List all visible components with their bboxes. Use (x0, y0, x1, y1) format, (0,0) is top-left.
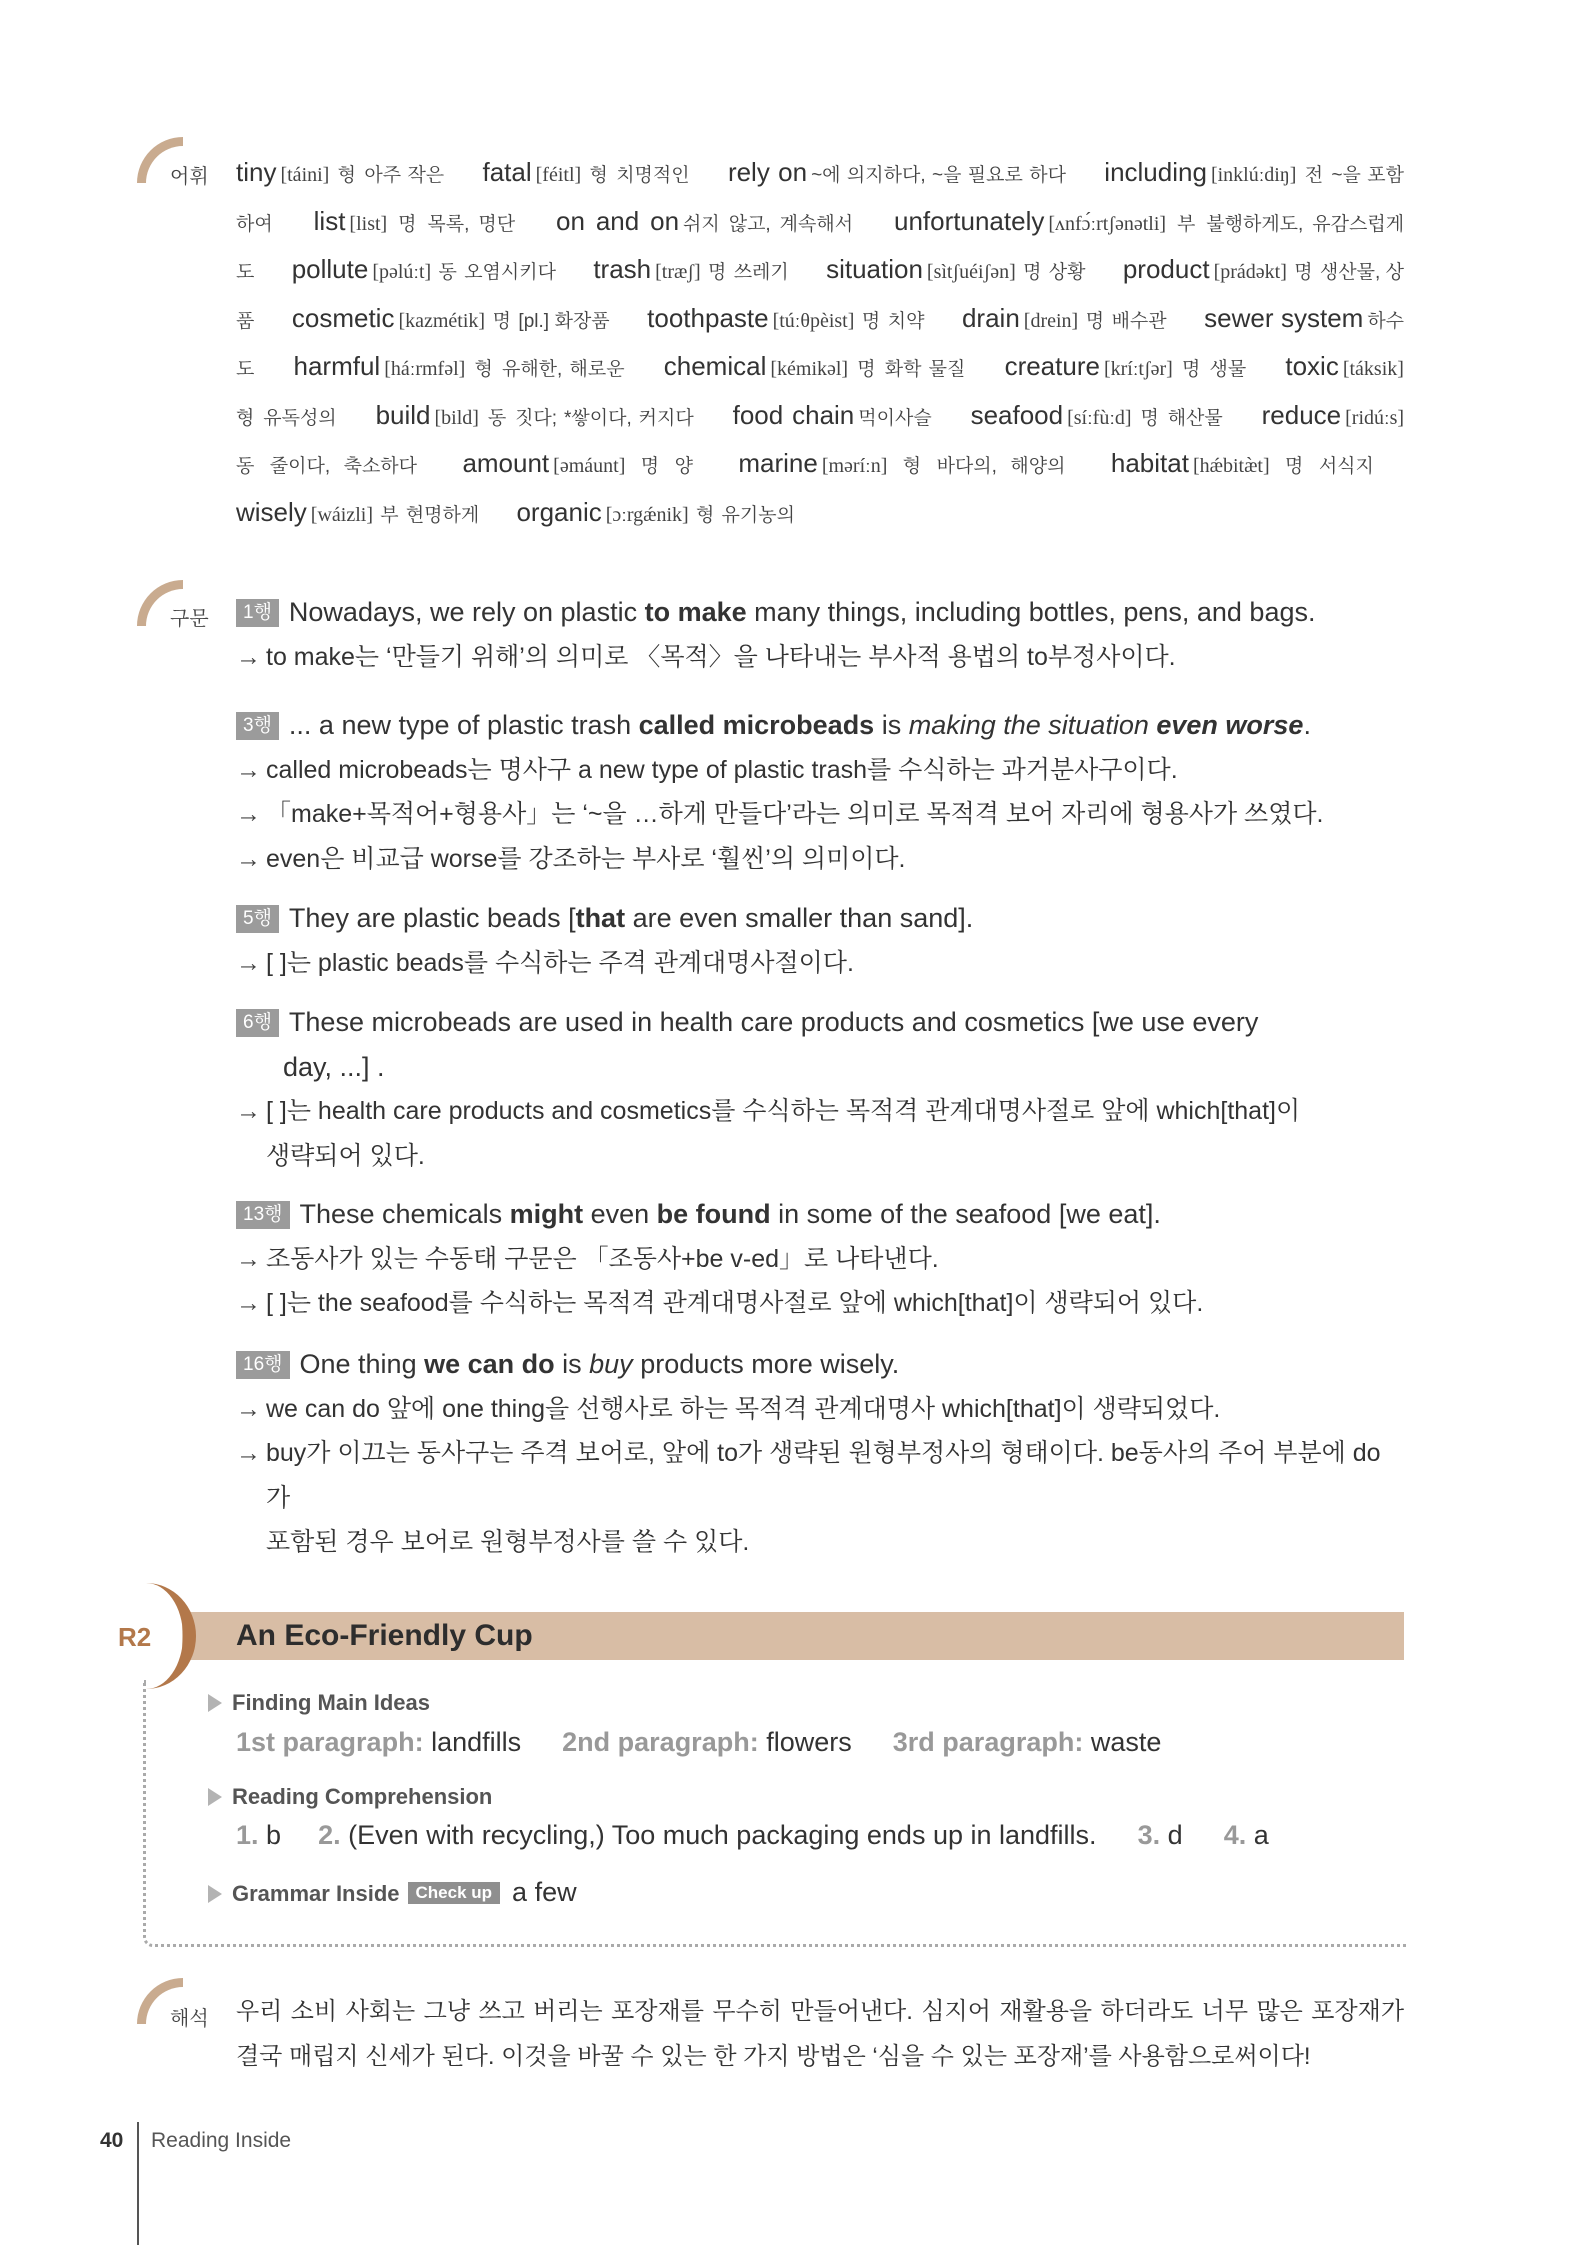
syntax-note: 포함된 경우 보어로 원형부정사를 쓸 수 있다. (266, 1528, 750, 1556)
vocab-entry: trash [træʃ] 명 쓰레기 (593, 254, 789, 284)
vocabulary-list (236, 150, 1404, 538)
grammar-inside-heading: Grammar Inside Check up a few (208, 1877, 577, 1908)
sentence-bold: to make (644, 597, 747, 627)
line-badge: 3행 (236, 712, 279, 740)
vocab-entry: cosmetic [kazmétik] 명 [pl.] 화장품 (291, 302, 610, 333)
check-up-badge: Check up (408, 1882, 501, 1904)
syntax-note: 생략되어 있다. (266, 1141, 425, 1170)
vocab-entry: chemical [kémikəl] 명 화학 물질 (663, 351, 966, 381)
vocab-entry: unfortunately [ʌnfɔ́ːrtʃənətli] 부 불행하게도, 유감스럽게도 (236, 205, 1405, 283)
line-badge: 13행 (236, 1201, 290, 1229)
book-title: Reading Inside (151, 2129, 292, 2152)
line-badge: 6행 (236, 1009, 279, 1037)
vocab-entry: including [inklúːdiŋ] 전 ~을 포함하여 (236, 157, 1404, 235)
sentence-text: Nowadays, we rely on plastic (288, 597, 645, 627)
translation-text: 우리 소비 사회는 그냥 쓰고 버리는 포장재를 무수히 만들어낸다. 심지어 재활용을 하더라도 너무 많은 포장재가 결국 매립지 신세가 된다. 이것을 바꿀 수 있는 한 가지 방법은 ‘심을 수 있는 포장재’를 사용함으로써이다! (236, 1998, 1404, 2070)
vocab-entry: organic [ɔːrgǽnik] 형 유기농의 (516, 496, 795, 527)
vocab-entry: marine [məríːn] 형 바다의, 해양의 (738, 448, 1066, 478)
vocab-entry: drain [drein] 명 배수관 (961, 302, 1167, 333)
syntax-section-label: 구문 (170, 608, 209, 630)
vocab-entry: habitat [hǽbitæ̀t] 명 서식지 (1110, 448, 1374, 478)
r2-title: An Eco-Friendly Cup (236, 1619, 533, 1652)
vocab-entry: tiny [táini] 형 아주 작은 (236, 157, 445, 187)
syntax-note: → [ ]는 health care products and cosmetics를 수식하는 목적격 관계대명사절로 앞에 which[that]이 (236, 1097, 1301, 1125)
line-badge: 16행 (236, 1351, 290, 1379)
r2-label: R2 (118, 1622, 152, 1652)
syntax-note: → buy가 이끄는 동사구는 주격 보어로, 앞에 to가 생략된 원형부정사의 형태이다. be동사의 주어 부분에 do가 (236, 1439, 1381, 1512)
vocab-entry: creature [kríːtʃər] 명 생물 (1004, 351, 1247, 381)
reading-answers: 1. b 2. (Even with recycling,) Too much packaging ends up in landfills. 3. d 4. a (236, 1820, 1269, 1850)
vocab-entry: rely on ~에 의지하다, ~을 필요로 하다 (727, 157, 1066, 187)
syntax-note: → [ ]는 the seafood를 수식하는 목적격 관계대명사절로 앞에 which[that]이 생략되어 있다. (236, 1289, 1204, 1317)
line-badge: 5행 (236, 905, 279, 933)
vocab-entry: amount [əmáunt] 명 양 (462, 448, 693, 478)
grammar-answer: a few (512, 1877, 577, 1907)
vocab-entry: fatal [féitl] 형 치명적인 (482, 157, 690, 187)
vocab-entry: wisely [wáizli] 부 현명하게 (236, 496, 480, 527)
sentence-text: many things, including bottles, pens, and bags. (746, 597, 1316, 627)
syntax-block-line3: 3행 ... a new type of plastic trash called microbeads is making the situation even worse. → called microbeads는 명사구 a new type of plastic trash를 수식하는 과거분사구이다. → 「make+목적어+형용사」는 ‘~을 …하게 만들다’라는 의미로 목적격 보어 자리에 형용사가 쓰였다. → even은 비교급 worse를 강조하는 부사로 ‘훨씬’의 의미이다. (236, 703, 1404, 881)
vocab-entry: toxic [táksik] 형 유독성의 (236, 351, 1404, 429)
page-number: 40 (100, 2129, 124, 2152)
syntax-block-line5: 5행 They are plastic beads [that are even smaller than sand]. → [ ]는 plastic beads를 수식하는 주격 관계대명사절이다. (236, 896, 1404, 985)
sentence-continuation: day, ...] . (283, 1051, 385, 1082)
translation-section-label: 해석 (170, 2008, 209, 2030)
triangle-bullet-icon (208, 1694, 222, 1712)
syntax-note: → we can do 앞에 one thing을 선행사로 하는 목적격 관계대명사 which[that]이 생략되었다. (236, 1394, 1221, 1423)
vocab-entry: build [bild] 동 짓다; *쌓이다, 커지다 (375, 399, 694, 430)
syntax-note: → even은 비교급 worse를 강조하는 부사로 ‘훨씬’의 의미이다. (236, 844, 906, 873)
triangle-bullet-icon (208, 1788, 222, 1806)
vocab-entry: product [prádəkt] 명 생산물, 상품 (236, 254, 1404, 332)
vocab-entry: situation [sìtʃuéiʃən] 명 상황 (826, 254, 1086, 284)
syntax-note: → 「make+목적어+형용사」는 ‘~을 …하게 만들다’라는 의미로 목적격 보어 자리에 형용사가 쓰였다. (236, 800, 1324, 828)
syntax-block-line6: 6행 These microbeads are used in health care products and cosmetics [we use every day, ...] . → [ ]는 health care products and cosmetics를 수식하는 목적격 관계대명사절로 앞에 which[that]이 생략되어 있다. (236, 1000, 1404, 1178)
syntax-block-line1 (236, 590, 1404, 679)
syntax-block-line16: 16행 One thing we can do is buy products more wisely. → we can do 앞에 one thing을 선행사로 하는 목적격 관계대명사 which[that]이 생략되었다. → buy가 이끄는 동사구는 주격 보어로, 앞에 to가 생략된 원형부정사의 형태이다. be동사의 주어 부분에 do가 포함된 경우 보어로 원형부정사를 쓸 수 있다. (236, 1342, 1404, 1565)
vocab-entry: reduce [ridúːs] 동 줄이다, 축소하다 (236, 399, 1405, 477)
syntax-block-line13: 13행 These chemicals might even be found in some of the seafood [we eat]. → 조동사가 있는 수동태 구문은 「조동사+be v-ed」로 나타낸다. → [ ]는 the seafood를 수식하는 목적격 관계대명사절로 앞에 which[that]이 생략되어 있다. (236, 1192, 1404, 1326)
vocab-section-label: 어휘 (170, 166, 209, 188)
syntax-note: → [ ]는 plastic beads를 수식하는 주격 관계대명사절이다. (236, 948, 854, 977)
vocab-entry: harmful [háːrmfəl] 형 유해한, 해로운 (293, 351, 625, 381)
vocab-entry: on and on 쉬지 않고, 계속해서 (556, 205, 854, 236)
triangle-bullet-icon (208, 1885, 222, 1903)
vocab-entry: sewer system 하수도 (236, 302, 1405, 380)
vocab-entry: toothpaste [túːθpèist] 명 치약 (647, 302, 925, 333)
syntax-note: → to make는 ‘만들기 위해’의 의미로 〈목적〉을 나타내는 부사적 용법의 to부정사이다. (236, 642, 1176, 671)
vocab-entry: food chain 먹이사슬 (732, 399, 932, 430)
vocab-entry: seafood [síːfùːd] 명 해산물 (970, 399, 1223, 430)
main-ideas-answers: 1st paragraph: landfills 2nd paragraph: flowers 3rd paragraph: waste (236, 1727, 1162, 1757)
main-ideas-heading: Finding Main Ideas (208, 1690, 430, 1716)
vocab-entry: pollute [pəlúːt] 동 오염시키다 (291, 254, 556, 284)
vocab-entry: list [list] 명 목록, 명단 (313, 205, 516, 236)
reading-comprehension-heading: Reading Comprehension (208, 1784, 492, 1810)
syntax-note: → called microbeads는 명사구 a new type of plastic trash를 수식하는 과거분사구이다. (236, 755, 1178, 784)
footer-divider (137, 2122, 139, 2245)
syntax-note: → 조동사가 있는 수동태 구문은 「조동사+be v-ed」로 나타낸다. (236, 1244, 939, 1273)
line-badge: 1행 (236, 599, 279, 627)
